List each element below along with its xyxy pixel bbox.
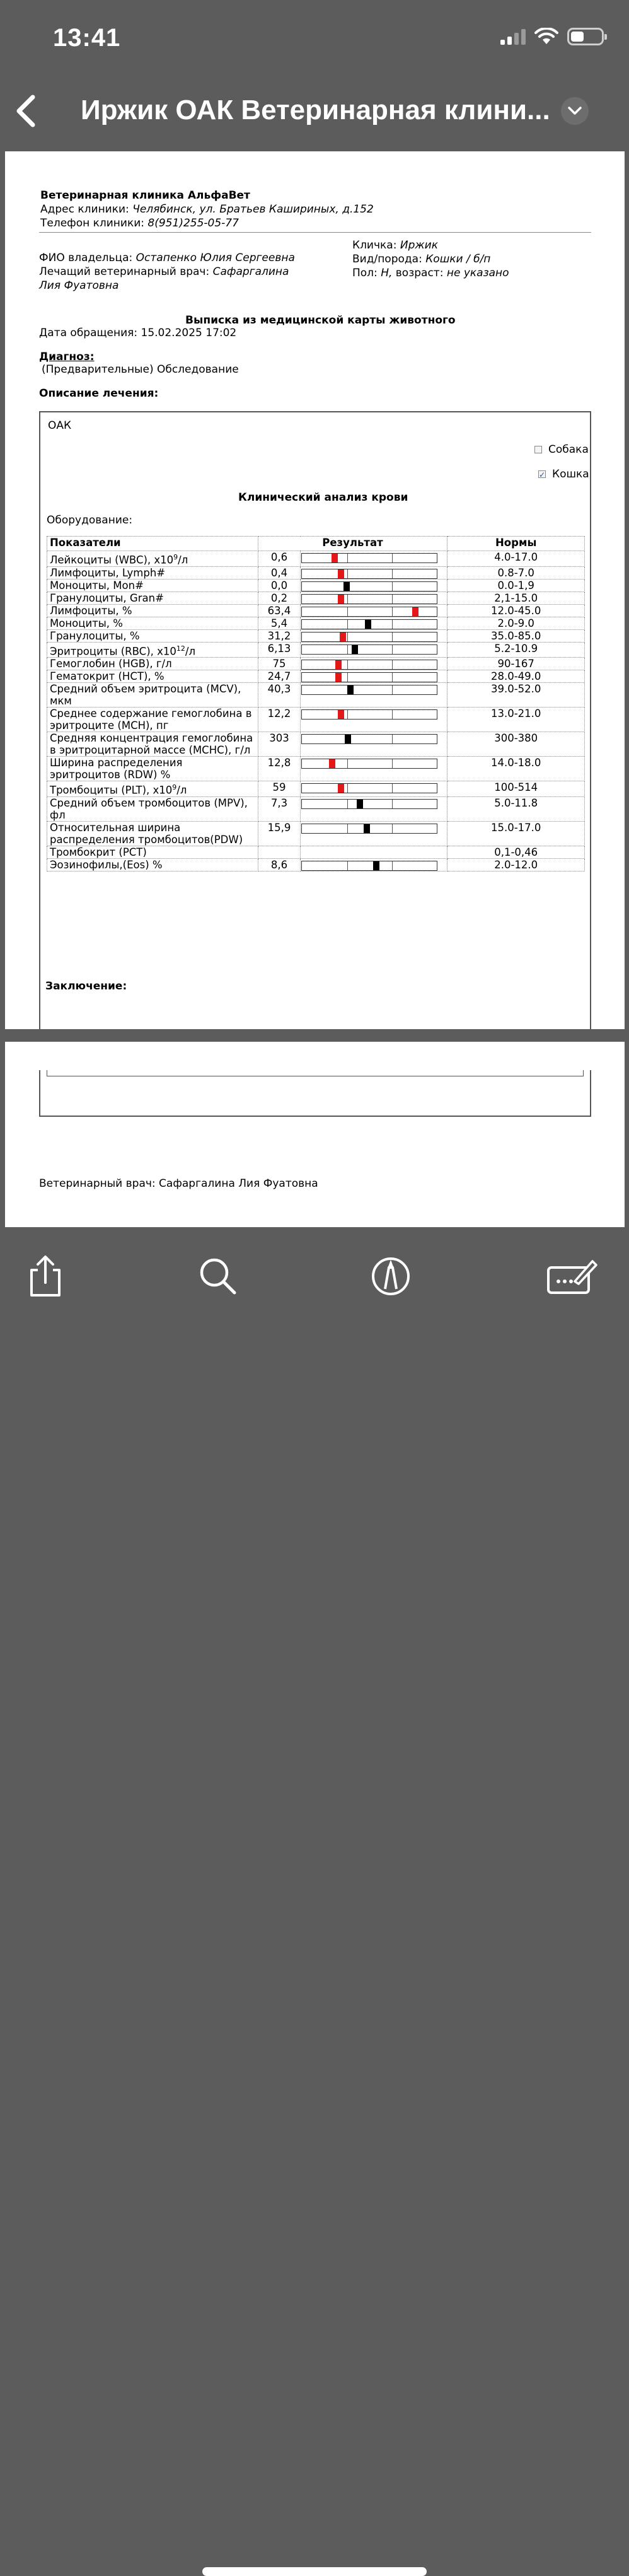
result-scale-cell xyxy=(301,551,447,567)
result-scale xyxy=(301,619,437,629)
indicator-text: Моноциты, Mon# xyxy=(50,579,144,592)
doctor-value: Сафаргалина Лия Фуатовна xyxy=(39,265,289,292)
scale-tick xyxy=(347,620,348,629)
result-marker xyxy=(335,660,342,669)
indicator-text: Средний объем тромбоцитов (MPV), фл xyxy=(50,796,248,821)
scale-tick xyxy=(392,735,393,743)
norm-range: 5.2-10.9 xyxy=(447,642,585,658)
norm-range: 0.0-1,9 xyxy=(447,579,585,592)
scale-tick xyxy=(347,632,348,641)
result-value: 0,0 xyxy=(258,579,301,592)
result-scale-cell xyxy=(301,642,447,658)
scale-tick xyxy=(347,569,348,578)
result-value xyxy=(258,846,301,858)
norm-range: 14.0-18.0 xyxy=(447,757,585,781)
scale-tick xyxy=(392,632,393,641)
result-marker xyxy=(329,759,335,768)
result-value: 0,2 xyxy=(258,592,301,604)
treatment-label: Описание лечения: xyxy=(39,387,159,400)
scale-tick xyxy=(347,660,348,669)
result-value: 12,8 xyxy=(258,757,301,781)
scale-tick xyxy=(392,824,393,833)
result-scale xyxy=(301,569,437,579)
result-scale xyxy=(301,783,437,793)
table-row xyxy=(47,858,585,871)
result-scale xyxy=(301,607,437,617)
scale-tick xyxy=(347,824,348,833)
status-bar xyxy=(0,0,629,76)
scale-tick xyxy=(347,800,348,808)
pet-block xyxy=(352,238,509,280)
indicator-text: Среднее содержание гемоглобина в эритроците (MCH), пг xyxy=(50,708,252,731)
norm-range: 100-514 xyxy=(447,781,585,797)
norm-range: 2,1-15.0 xyxy=(447,592,585,604)
result-marker xyxy=(352,645,358,654)
indicator-name xyxy=(47,708,258,732)
result-marker xyxy=(338,595,344,603)
home-indicator xyxy=(202,2567,427,2576)
result-scale-cell xyxy=(301,592,447,604)
cat-checkbox[interactable] xyxy=(538,470,546,478)
scale-tick xyxy=(347,607,348,616)
scale-tick xyxy=(392,685,393,694)
norm-range: 35.0-85.0 xyxy=(447,629,585,642)
indicator-name xyxy=(47,629,258,642)
equipment-label: Оборудование: xyxy=(47,514,133,527)
indicator-text: Эозинофилы,(Eos) % xyxy=(50,858,163,871)
indicator-text: Средний объем эритроцита (MCV), мкм xyxy=(50,683,241,707)
table-row xyxy=(47,617,585,629)
address-value: Челябинск, ул. Братьев Кашириных, д.152 xyxy=(132,203,374,216)
norm-range: 13.0-21.0 xyxy=(447,708,585,732)
conclusion-box xyxy=(47,1070,584,1076)
norm-range: 2.0-12.0 xyxy=(447,858,585,871)
clinic-address xyxy=(40,202,374,216)
table-row xyxy=(47,757,585,781)
scale-tick xyxy=(392,595,393,603)
pet-sex-value: Н, xyxy=(381,267,393,279)
result-scale xyxy=(301,734,437,744)
result-scale xyxy=(301,709,437,720)
table-row xyxy=(47,796,585,821)
indicator-name xyxy=(47,579,258,592)
pet-name-line xyxy=(352,238,509,252)
norm-range: 28.0-49.0 xyxy=(447,670,585,683)
pet-breed-value: Кошки / б/п xyxy=(425,253,491,265)
markup-icon[interactable] xyxy=(368,1254,413,1299)
result-value: 24,7 xyxy=(258,670,301,683)
scale-tick xyxy=(392,710,393,719)
result-scale xyxy=(301,759,437,769)
doctor-label: Лечащий ветеринарный врач: xyxy=(39,265,210,278)
result-scale-cell xyxy=(301,732,447,757)
result-marker xyxy=(365,620,371,629)
document-page-1 xyxy=(5,151,625,1029)
result-value: 59 xyxy=(258,781,301,797)
analysis-title: Клинический анализ крови xyxy=(238,491,408,504)
result-scale-cell xyxy=(301,796,447,821)
result-marker xyxy=(343,582,350,591)
treatment-frame xyxy=(39,411,591,1029)
result-marker xyxy=(345,735,351,743)
indicator-name xyxy=(47,617,258,629)
result-scale-cell xyxy=(301,604,447,617)
scale-tick xyxy=(392,554,393,562)
scale-tick xyxy=(392,800,393,808)
conclusion-frame xyxy=(39,1070,591,1117)
indicator-text: Лимфоциты, % xyxy=(50,604,132,617)
result-scale xyxy=(301,799,437,809)
result-scale xyxy=(301,594,437,604)
address-label: Адрес клиники: xyxy=(40,203,129,216)
norm-range: 300-380 xyxy=(447,732,585,757)
chevron-down-icon xyxy=(567,106,582,116)
result-value: 7,3 xyxy=(258,796,301,821)
result-value: 12,2 xyxy=(258,708,301,732)
doctor-line xyxy=(39,265,310,293)
scale-tick xyxy=(347,759,348,768)
scale-tick xyxy=(392,620,393,629)
search-icon[interactable] xyxy=(195,1254,241,1299)
table-row xyxy=(47,592,585,604)
scale-tick xyxy=(347,595,348,603)
phone-label: Телефон клиники: xyxy=(40,217,145,230)
table-header xyxy=(47,537,585,551)
pet-name-value: Иржик xyxy=(400,239,438,252)
indicator-exponent: 9 xyxy=(173,553,178,561)
result-scale-cell xyxy=(301,658,447,670)
result-scale xyxy=(301,644,437,655)
result-marker xyxy=(412,607,418,616)
owner-line xyxy=(39,251,310,265)
indicator-text: Тромбокрит (PCT) xyxy=(50,846,147,858)
norm-range: 5.0-11.8 xyxy=(447,796,585,821)
bottom-toolbar xyxy=(0,1228,629,1362)
pet-breed-line xyxy=(352,252,509,266)
norm-range: 0.8-7.0 xyxy=(447,566,585,579)
share-icon[interactable] xyxy=(23,1254,68,1299)
result-scale-cell xyxy=(301,579,447,592)
document-title: Иржик ОАК Ветеринарная клини... xyxy=(81,95,550,125)
cellular-signal-icon xyxy=(500,28,526,45)
scale-tick xyxy=(392,861,393,870)
scale-tick xyxy=(347,645,348,654)
norm-range: 12.0-45.0 xyxy=(447,604,585,617)
dog-label: Собака xyxy=(548,443,589,456)
norm-range: 90-167 xyxy=(447,658,585,670)
species-cat xyxy=(538,467,589,481)
table-row xyxy=(47,566,585,579)
indicator-text: Лейкоциты (WBC), x10 xyxy=(50,554,174,566)
table-row xyxy=(47,781,585,797)
divider xyxy=(39,232,591,233)
pet-sex-line xyxy=(352,266,509,280)
table-row xyxy=(47,658,585,670)
conclusion-label: Заключение: xyxy=(45,980,127,993)
document-page-2 xyxy=(5,1042,625,1227)
result-value: 0,6 xyxy=(258,551,301,567)
norm-range: 2.0-9.0 xyxy=(447,617,585,629)
table-row xyxy=(47,708,585,732)
pet-breed-label: Вид/порода: xyxy=(352,253,422,265)
indicator-text: Лимфоциты, Lymph# xyxy=(50,566,166,579)
scale-tick xyxy=(347,554,348,562)
indicator-name xyxy=(47,846,258,858)
indicator-name xyxy=(47,670,258,683)
indicator-unit: /л xyxy=(178,554,188,566)
species-dog xyxy=(534,443,589,457)
indicator-name xyxy=(47,796,258,821)
indicator-text: Ширина распределения эритроцитов (RDW) % xyxy=(50,757,183,781)
pet-sex-label: Пол: xyxy=(352,267,378,279)
table-row xyxy=(47,551,585,567)
result-marker xyxy=(357,800,363,808)
table-row xyxy=(47,683,585,708)
result-marker xyxy=(335,673,342,682)
indicator-name xyxy=(47,781,258,797)
header-norms: Нормы xyxy=(447,537,585,551)
table-row xyxy=(47,629,585,642)
pet-age-label: возраст: xyxy=(395,267,444,279)
back-chevron-icon[interactable] xyxy=(11,93,43,129)
table-row xyxy=(47,579,585,592)
result-value: 0,4 xyxy=(258,566,301,579)
table-row xyxy=(47,846,585,858)
result-value: 303 xyxy=(258,732,301,757)
result-value: 63,4 xyxy=(258,604,301,617)
scale-tick xyxy=(392,673,393,682)
indicator-name xyxy=(47,592,258,604)
result-scale xyxy=(301,581,437,592)
scale-tick xyxy=(347,861,348,870)
indicator-name xyxy=(47,551,258,567)
indicator-unit: /л xyxy=(185,645,195,657)
result-scale-cell xyxy=(301,708,447,732)
header-result: Результат xyxy=(258,537,447,551)
status-time: 13:41 xyxy=(53,24,121,52)
indicator-text: Тромбоциты (PLT), x10 xyxy=(50,784,173,796)
signature-icon[interactable] xyxy=(545,1254,599,1299)
section-label: ОАК xyxy=(48,419,72,432)
table-row xyxy=(47,732,585,757)
indicator-name xyxy=(47,642,258,658)
norm-range: 0,1-0,46 xyxy=(447,846,585,858)
scale-tick xyxy=(392,645,393,654)
norm-range: 4.0-17.0 xyxy=(447,551,585,567)
cat-label: Кошка xyxy=(552,468,589,481)
indicator-text: Средняя концентрация гемоглобина в эритроцитарной массе (MCHC), г/л xyxy=(50,732,253,756)
owner-value: Остапенко Юлия Сергеевна xyxy=(136,252,295,264)
result-scale-cell xyxy=(301,757,447,781)
result-scale-cell xyxy=(301,566,447,579)
result-scale xyxy=(301,824,437,834)
indicator-text: Гранулоциты, Gran# xyxy=(50,592,164,604)
norm-range: 15.0-17.0 xyxy=(447,821,585,846)
indicator-text: Гемоглобин (HGB), г/л xyxy=(50,658,172,670)
table-row xyxy=(47,604,585,617)
scale-tick xyxy=(347,710,348,719)
visit-date: Дата обращения: 15.02.2025 17:02 xyxy=(39,327,237,339)
scale-tick xyxy=(392,582,393,591)
result-scale xyxy=(301,861,437,871)
result-marker xyxy=(338,710,344,719)
indicator-text: Моноциты, % xyxy=(50,617,123,629)
result-marker xyxy=(338,784,344,793)
battery-icon xyxy=(567,28,604,45)
result-marker xyxy=(347,685,354,694)
indicator-text: Относительная ширина распределения тромбоцитов(PDW) xyxy=(50,821,243,846)
result-marker xyxy=(373,861,379,870)
doctor-signature: Ветеринарный врач: Сафаргалина Лия Фуатовна xyxy=(39,1177,318,1190)
clinic-phone xyxy=(40,216,374,230)
scale-tick xyxy=(347,784,348,793)
nav-bar xyxy=(0,76,629,148)
owner-block xyxy=(39,251,310,293)
scale-tick xyxy=(392,784,393,793)
result-scale-cell xyxy=(301,617,447,629)
extract-title: Выписка из медицинской карты животного xyxy=(185,314,456,327)
result-value: 15,9 xyxy=(258,821,301,846)
indicator-exponent: 12 xyxy=(176,644,185,653)
result-value: 6,13 xyxy=(258,642,301,658)
result-scale-cell xyxy=(301,683,447,708)
status-icons xyxy=(500,28,604,45)
table-row xyxy=(47,642,585,658)
result-scale-cell xyxy=(301,846,447,858)
result-scale-cell xyxy=(301,629,447,642)
diagnosis-value: (Предварительные) Обследование xyxy=(42,363,239,376)
scale-tick xyxy=(392,660,393,669)
result-value: 31,2 xyxy=(258,629,301,642)
owner-label: ФИО владельца: xyxy=(39,252,133,264)
table-row xyxy=(47,821,585,846)
result-scale xyxy=(301,632,437,642)
indicator-exponent: 9 xyxy=(172,783,177,791)
result-value: 5,4 xyxy=(258,617,301,629)
dog-checkbox[interactable] xyxy=(534,446,542,453)
result-value: 40,3 xyxy=(258,683,301,708)
indicator-name xyxy=(47,566,258,579)
result-marker xyxy=(340,632,346,641)
result-scale-cell xyxy=(301,821,447,846)
result-scale xyxy=(301,672,437,682)
scale-tick xyxy=(392,607,393,616)
result-marker xyxy=(338,569,344,578)
pet-name-label: Кличка: xyxy=(352,239,397,252)
scale-tick xyxy=(347,673,348,682)
header-indicator: Показатели xyxy=(47,537,258,551)
indicator-name xyxy=(47,858,258,871)
scale-tick xyxy=(392,569,393,578)
indicator-name xyxy=(47,604,258,617)
result-scale-cell xyxy=(301,781,447,797)
clinic-block xyxy=(40,189,374,230)
result-marker xyxy=(364,824,370,833)
table-row xyxy=(47,670,585,683)
diagnosis-label: Диагноз: xyxy=(39,351,95,363)
indicator-text: Гранулоциты, % xyxy=(50,629,140,642)
indicator-name xyxy=(47,821,258,846)
result-scale xyxy=(301,685,437,695)
indicator-text: Гематокрит (HCT), % xyxy=(50,670,164,682)
result-value: 75 xyxy=(258,658,301,670)
result-scale-cell xyxy=(301,670,447,683)
norm-range: 39.0-52.0 xyxy=(447,683,585,708)
pet-age-value: не указано xyxy=(446,267,509,279)
result-scale xyxy=(301,660,437,670)
title-menu-button[interactable] xyxy=(561,97,589,125)
indicator-name xyxy=(47,732,258,757)
blood-results-table xyxy=(47,536,585,871)
result-marker xyxy=(332,554,338,562)
indicator-name xyxy=(47,683,258,708)
indicator-text: Эритроциты (RBC), x10 xyxy=(50,645,176,657)
result-scale xyxy=(301,553,437,563)
clinic-name: Ветеринарная клиника АльфаВет xyxy=(40,189,250,202)
result-scale-cell xyxy=(301,858,447,871)
wifi-icon xyxy=(534,28,558,45)
phone-value: 8(951)255-05-77 xyxy=(147,217,239,230)
indicator-name xyxy=(47,757,258,781)
indicator-unit: /л xyxy=(176,784,187,796)
result-value: 8,6 xyxy=(258,858,301,871)
indicator-name xyxy=(47,658,258,670)
scale-tick xyxy=(392,759,393,768)
